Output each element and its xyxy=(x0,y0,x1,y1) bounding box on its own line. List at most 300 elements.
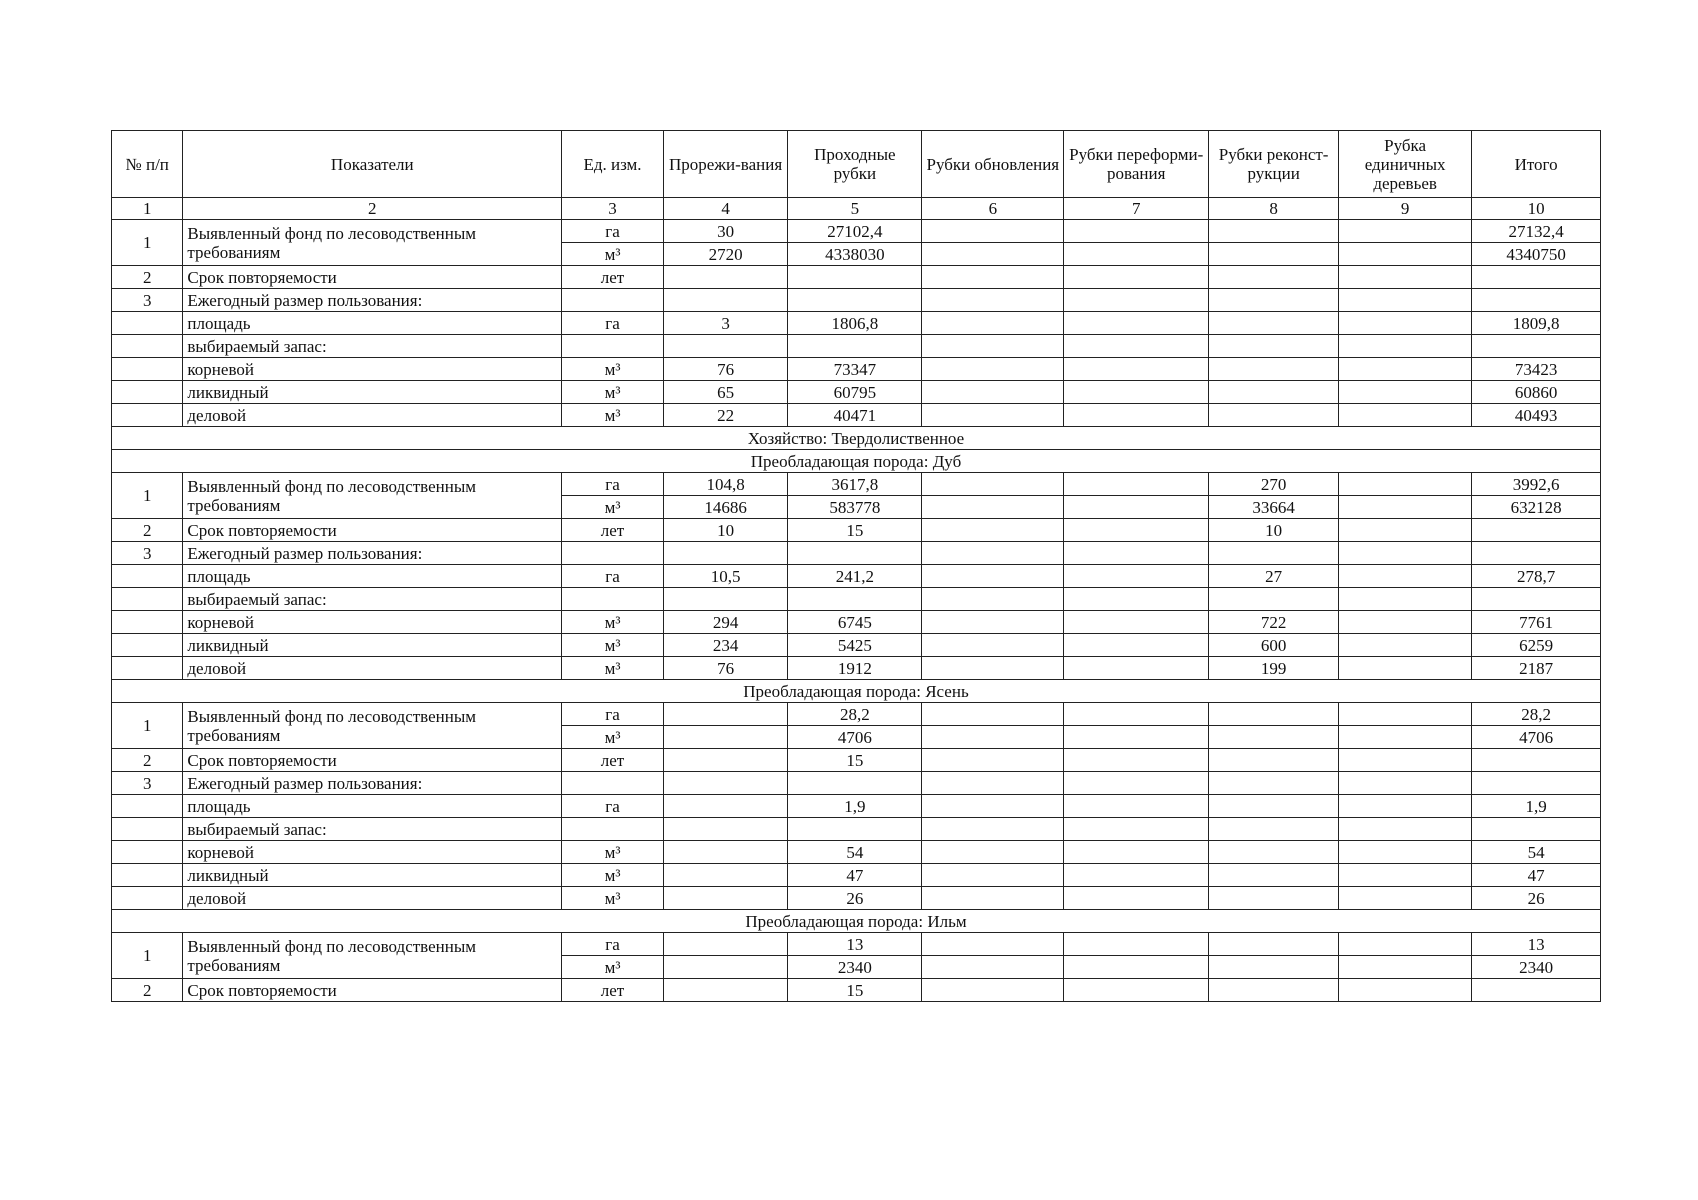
passage-cuttings-cell: 60795 xyxy=(788,381,922,404)
indicator-label-cell: Ежегодный размер пользования: xyxy=(183,772,562,795)
thinning-cell: 30 xyxy=(663,220,787,243)
single-tree-cutting-cell xyxy=(1339,220,1472,243)
passage-cuttings-cell: 1912 xyxy=(788,657,922,680)
table-row xyxy=(112,634,1601,657)
passage-cuttings-cell xyxy=(788,772,922,795)
unit-cell: м³ xyxy=(562,956,664,979)
thinning-cell: 104,8 xyxy=(663,473,787,496)
passage-cuttings-cell: 40471 xyxy=(788,404,922,427)
single-tree-cutting-cell xyxy=(1339,358,1472,381)
reconstruction-cuttings-cell xyxy=(1209,588,1339,611)
reformation-cuttings-cell xyxy=(1064,611,1209,634)
passage-cuttings-cell: 28,2 xyxy=(788,703,922,726)
column-number: 5 xyxy=(788,198,922,220)
unit-cell: м³ xyxy=(562,381,664,404)
total-cell: 73423 xyxy=(1472,358,1601,381)
row-number-cell xyxy=(112,864,183,887)
reconstruction-cuttings-cell xyxy=(1209,979,1339,1002)
row-number-cell: 3 xyxy=(112,289,183,312)
thinning-cell xyxy=(663,864,787,887)
column-number: 3 xyxy=(562,198,664,220)
renewal-cuttings-cell xyxy=(922,772,1064,795)
indicator-label-cell: корневой xyxy=(183,358,562,381)
table-row xyxy=(112,841,1601,864)
passage-cuttings-cell: 13 xyxy=(788,933,922,956)
indicator-label-cell: корневой xyxy=(183,841,562,864)
thinning-cell xyxy=(663,335,787,358)
total-cell xyxy=(1472,979,1601,1002)
header-cell-total: Итого xyxy=(1472,131,1601,198)
renewal-cuttings-cell xyxy=(922,243,1064,266)
reformation-cuttings-cell xyxy=(1064,634,1209,657)
table-row xyxy=(112,266,1601,289)
reformation-cuttings-cell xyxy=(1064,726,1209,749)
thinning-cell: 234 xyxy=(663,634,787,657)
thinning-cell xyxy=(663,726,787,749)
table-body xyxy=(112,220,1601,1002)
section-title: Хозяйство: Твердолиственное xyxy=(112,427,1601,450)
reconstruction-cuttings-cell: 600 xyxy=(1209,634,1339,657)
indicator-label-cell: Выявленный фонд по лесоводственным требованиям xyxy=(183,220,562,266)
single-tree-cutting-cell xyxy=(1339,703,1472,726)
single-tree-cutting-cell xyxy=(1339,933,1472,956)
header-cell-num: № п/п xyxy=(112,131,183,198)
table-row xyxy=(112,703,1601,726)
row-number-cell xyxy=(112,818,183,841)
unit-cell xyxy=(562,818,664,841)
renewal-cuttings-cell xyxy=(922,381,1064,404)
passage-cuttings-cell: 73347 xyxy=(788,358,922,381)
row-number-cell: 2 xyxy=(112,266,183,289)
reformation-cuttings-cell xyxy=(1064,358,1209,381)
single-tree-cutting-cell xyxy=(1339,381,1472,404)
column-number: 2 xyxy=(183,198,562,220)
table-row xyxy=(112,473,1601,496)
passage-cuttings-cell xyxy=(788,335,922,358)
header-cell-thinning: Прорежи-вания xyxy=(663,131,787,198)
reconstruction-cuttings-cell: 199 xyxy=(1209,657,1339,680)
reconstruction-cuttings-cell xyxy=(1209,749,1339,772)
table-row xyxy=(112,795,1601,818)
unit-cell: га xyxy=(562,795,664,818)
passage-cuttings-cell: 1,9 xyxy=(788,795,922,818)
unit-cell: лет xyxy=(562,979,664,1002)
thinning-cell: 14686 xyxy=(663,496,787,519)
reformation-cuttings-cell xyxy=(1064,657,1209,680)
table-row xyxy=(112,611,1601,634)
indicator-label-cell: Срок повторяемости xyxy=(183,979,562,1002)
passage-cuttings-cell xyxy=(788,588,922,611)
single-tree-cutting-cell xyxy=(1339,749,1472,772)
unit-cell: м³ xyxy=(562,657,664,680)
unit-cell: м³ xyxy=(562,726,664,749)
reformation-cuttings-cell xyxy=(1064,519,1209,542)
thinning-cell xyxy=(663,266,787,289)
single-tree-cutting-cell xyxy=(1339,611,1472,634)
renewal-cuttings-cell xyxy=(922,864,1064,887)
row-number-cell xyxy=(112,312,183,335)
total-cell: 2340 xyxy=(1472,956,1601,979)
renewal-cuttings-cell xyxy=(922,358,1064,381)
indicator-label-cell: выбираемый запас: xyxy=(183,818,562,841)
reconstruction-cuttings-cell xyxy=(1209,795,1339,818)
table-row xyxy=(112,979,1601,1002)
reconstruction-cuttings-cell xyxy=(1209,841,1339,864)
thinning-cell: 76 xyxy=(663,657,787,680)
single-tree-cutting-cell xyxy=(1339,795,1472,818)
single-tree-cutting-cell xyxy=(1339,979,1472,1002)
row-number-cell: 1 xyxy=(112,933,183,979)
total-cell xyxy=(1472,542,1601,565)
indicator-label-cell: ликвидный xyxy=(183,634,562,657)
total-cell: 13 xyxy=(1472,933,1601,956)
single-tree-cutting-cell xyxy=(1339,473,1472,496)
reformation-cuttings-cell xyxy=(1064,381,1209,404)
column-number: 6 xyxy=(922,198,1064,220)
thinning-cell: 294 xyxy=(663,611,787,634)
renewal-cuttings-cell xyxy=(922,220,1064,243)
row-number-cell xyxy=(112,841,183,864)
section-title-row xyxy=(112,450,1601,473)
passage-cuttings-cell: 5425 xyxy=(788,634,922,657)
row-number-cell xyxy=(112,611,183,634)
column-number: 1 xyxy=(112,198,183,220)
header-cell-renewal-cuttings: Рубки обновления xyxy=(922,131,1064,198)
section-title-row xyxy=(112,427,1601,450)
header-cell-reformation-cuttings: Рубки переформи-рования xyxy=(1064,131,1209,198)
thinning-cell: 65 xyxy=(663,381,787,404)
passage-cuttings-cell: 26 xyxy=(788,887,922,910)
unit-cell xyxy=(562,772,664,795)
table-row xyxy=(112,772,1601,795)
passage-cuttings-cell: 4338030 xyxy=(788,243,922,266)
table-row xyxy=(112,542,1601,565)
indicator-label-cell: Ежегодный размер пользования: xyxy=(183,542,562,565)
table-row xyxy=(112,933,1601,956)
unit-cell: га xyxy=(562,473,664,496)
renewal-cuttings-cell xyxy=(922,312,1064,335)
thinning-cell xyxy=(663,795,787,818)
renewal-cuttings-cell xyxy=(922,473,1064,496)
indicator-label-cell: корневой xyxy=(183,611,562,634)
total-cell: 4340750 xyxy=(1472,243,1601,266)
section-title: Преобладающая порода: Ясень xyxy=(112,680,1601,703)
reformation-cuttings-cell xyxy=(1064,933,1209,956)
row-number-cell xyxy=(112,404,183,427)
reconstruction-cuttings-cell xyxy=(1209,266,1339,289)
passage-cuttings-cell: 6745 xyxy=(788,611,922,634)
renewal-cuttings-cell xyxy=(922,565,1064,588)
passage-cuttings-cell: 4706 xyxy=(788,726,922,749)
reformation-cuttings-cell xyxy=(1064,864,1209,887)
reformation-cuttings-cell xyxy=(1064,795,1209,818)
reformation-cuttings-cell xyxy=(1064,312,1209,335)
single-tree-cutting-cell xyxy=(1339,312,1472,335)
reconstruction-cuttings-cell xyxy=(1209,312,1339,335)
reformation-cuttings-cell xyxy=(1064,404,1209,427)
table-row xyxy=(112,887,1601,910)
indicator-label-cell: ликвидный xyxy=(183,864,562,887)
passage-cuttings-cell: 54 xyxy=(788,841,922,864)
unit-cell: м³ xyxy=(562,887,664,910)
single-tree-cutting-cell xyxy=(1339,864,1472,887)
section-title-row xyxy=(112,680,1601,703)
column-number-row xyxy=(112,198,1601,220)
passage-cuttings-cell: 1806,8 xyxy=(788,312,922,335)
passage-cuttings-cell: 15 xyxy=(788,979,922,1002)
thinning-cell xyxy=(663,956,787,979)
unit-cell xyxy=(562,335,664,358)
passage-cuttings-cell: 47 xyxy=(788,864,922,887)
column-number: 7 xyxy=(1064,198,1209,220)
single-tree-cutting-cell xyxy=(1339,956,1472,979)
unit-cell: га xyxy=(562,933,664,956)
single-tree-cutting-cell xyxy=(1339,634,1472,657)
indicator-label-cell: Выявленный фонд по лесоводственным требованиям xyxy=(183,473,562,519)
passage-cuttings-cell xyxy=(788,818,922,841)
unit-cell: лет xyxy=(562,266,664,289)
forestry-indicators-table xyxy=(111,130,1601,1002)
table-row xyxy=(112,358,1601,381)
row-number-cell: 1 xyxy=(112,220,183,266)
total-cell: 1,9 xyxy=(1472,795,1601,818)
header-cell-unit: Ед. изм. xyxy=(562,131,664,198)
unit-cell: га xyxy=(562,220,664,243)
total-cell: 47 xyxy=(1472,864,1601,887)
reformation-cuttings-cell xyxy=(1064,266,1209,289)
row-number-cell xyxy=(112,381,183,404)
unit-cell: м³ xyxy=(562,404,664,427)
section-title: Преобладающая порода: Ильм xyxy=(112,910,1601,933)
row-number-cell: 1 xyxy=(112,703,183,749)
total-cell: 6259 xyxy=(1472,634,1601,657)
row-number-cell xyxy=(112,657,183,680)
thinning-cell xyxy=(663,772,787,795)
renewal-cuttings-cell xyxy=(922,933,1064,956)
single-tree-cutting-cell xyxy=(1339,404,1472,427)
row-number-cell: 2 xyxy=(112,519,183,542)
table-row xyxy=(112,818,1601,841)
row-number-cell xyxy=(112,588,183,611)
thinning-cell: 10 xyxy=(663,519,787,542)
thinning-cell: 2720 xyxy=(663,243,787,266)
row-number-cell xyxy=(112,887,183,910)
thinning-cell xyxy=(663,749,787,772)
reconstruction-cuttings-cell: 10 xyxy=(1209,519,1339,542)
reconstruction-cuttings-cell xyxy=(1209,703,1339,726)
total-cell: 27132,4 xyxy=(1472,220,1601,243)
unit-cell: га xyxy=(562,565,664,588)
single-tree-cutting-cell xyxy=(1339,266,1472,289)
header-row xyxy=(112,131,1601,198)
reformation-cuttings-cell xyxy=(1064,220,1209,243)
reformation-cuttings-cell xyxy=(1064,542,1209,565)
reconstruction-cuttings-cell xyxy=(1209,404,1339,427)
passage-cuttings-cell xyxy=(788,542,922,565)
single-tree-cutting-cell xyxy=(1339,565,1472,588)
renewal-cuttings-cell xyxy=(922,841,1064,864)
single-tree-cutting-cell xyxy=(1339,818,1472,841)
renewal-cuttings-cell xyxy=(922,266,1064,289)
total-cell: 60860 xyxy=(1472,381,1601,404)
section-title: Преобладающая порода: Дуб xyxy=(112,450,1601,473)
total-cell xyxy=(1472,588,1601,611)
single-tree-cutting-cell xyxy=(1339,841,1472,864)
header-cell-indicators: Показатели xyxy=(183,131,562,198)
reformation-cuttings-cell xyxy=(1064,496,1209,519)
passage-cuttings-cell xyxy=(788,266,922,289)
reconstruction-cuttings-cell xyxy=(1209,358,1339,381)
reformation-cuttings-cell xyxy=(1064,565,1209,588)
passage-cuttings-cell: 15 xyxy=(788,519,922,542)
reformation-cuttings-cell xyxy=(1064,772,1209,795)
reconstruction-cuttings-cell: 270 xyxy=(1209,473,1339,496)
table-row xyxy=(112,289,1601,312)
reconstruction-cuttings-cell xyxy=(1209,381,1339,404)
unit-cell: м³ xyxy=(562,864,664,887)
renewal-cuttings-cell xyxy=(922,795,1064,818)
table-row xyxy=(112,657,1601,680)
thinning-cell: 22 xyxy=(663,404,787,427)
reformation-cuttings-cell xyxy=(1064,749,1209,772)
unit-cell: га xyxy=(562,312,664,335)
indicator-label-cell: Срок повторяемости xyxy=(183,749,562,772)
thinning-cell: 76 xyxy=(663,358,787,381)
reconstruction-cuttings-cell: 27 xyxy=(1209,565,1339,588)
unit-cell: м³ xyxy=(562,611,664,634)
header-cell-passage-cuttings: Проходные рубки xyxy=(788,131,922,198)
indicator-label-cell: выбираемый запас: xyxy=(183,588,562,611)
renewal-cuttings-cell xyxy=(922,611,1064,634)
unit-cell: лет xyxy=(562,749,664,772)
renewal-cuttings-cell xyxy=(922,496,1064,519)
reconstruction-cuttings-cell xyxy=(1209,772,1339,795)
renewal-cuttings-cell xyxy=(922,749,1064,772)
renewal-cuttings-cell xyxy=(922,542,1064,565)
total-cell: 4706 xyxy=(1472,726,1601,749)
renewal-cuttings-cell xyxy=(922,519,1064,542)
unit-cell: м³ xyxy=(562,496,664,519)
reformation-cuttings-cell xyxy=(1064,289,1209,312)
unit-cell: м³ xyxy=(562,841,664,864)
reformation-cuttings-cell xyxy=(1064,887,1209,910)
thinning-cell: 3 xyxy=(663,312,787,335)
single-tree-cutting-cell xyxy=(1339,726,1472,749)
renewal-cuttings-cell xyxy=(922,657,1064,680)
unit-cell: м³ xyxy=(562,634,664,657)
renewal-cuttings-cell xyxy=(922,289,1064,312)
forestry-table-sheet xyxy=(111,130,1601,1002)
indicator-label-cell: деловой xyxy=(183,657,562,680)
indicator-label-cell: Срок повторяемости xyxy=(183,266,562,289)
passage-cuttings-cell: 583778 xyxy=(788,496,922,519)
indicator-label-cell: Выявленный фонд по лесоводственным требованиям xyxy=(183,703,562,749)
table-row xyxy=(112,381,1601,404)
row-number-cell: 3 xyxy=(112,772,183,795)
total-cell: 26 xyxy=(1472,887,1601,910)
unit-cell: м³ xyxy=(562,358,664,381)
thinning-cell xyxy=(663,887,787,910)
reformation-cuttings-cell xyxy=(1064,979,1209,1002)
reconstruction-cuttings-cell xyxy=(1209,243,1339,266)
renewal-cuttings-cell xyxy=(922,887,1064,910)
indicator-label-cell: площадь xyxy=(183,312,562,335)
single-tree-cutting-cell xyxy=(1339,657,1472,680)
row-number-cell: 3 xyxy=(112,542,183,565)
table-row xyxy=(112,220,1601,243)
table-row xyxy=(112,565,1601,588)
thinning-cell xyxy=(663,933,787,956)
table-row xyxy=(112,864,1601,887)
row-number-cell: 2 xyxy=(112,979,183,1002)
reconstruction-cuttings-cell xyxy=(1209,864,1339,887)
passage-cuttings-cell: 27102,4 xyxy=(788,220,922,243)
passage-cuttings-cell: 2340 xyxy=(788,956,922,979)
indicator-label-cell: выбираемый запас: xyxy=(183,335,562,358)
thinning-cell xyxy=(663,588,787,611)
reconstruction-cuttings-cell xyxy=(1209,933,1339,956)
total-cell: 3992,6 xyxy=(1472,473,1601,496)
thinning-cell xyxy=(663,979,787,1002)
renewal-cuttings-cell xyxy=(922,956,1064,979)
row-number-cell: 2 xyxy=(112,749,183,772)
indicator-label-cell: деловой xyxy=(183,404,562,427)
total-cell: 28,2 xyxy=(1472,703,1601,726)
reformation-cuttings-cell xyxy=(1064,243,1209,266)
single-tree-cutting-cell xyxy=(1339,496,1472,519)
reconstruction-cuttings-cell xyxy=(1209,220,1339,243)
reformation-cuttings-cell xyxy=(1064,818,1209,841)
indicator-label-cell: Ежегодный размер пользования: xyxy=(183,289,562,312)
total-cell xyxy=(1472,818,1601,841)
unit-cell xyxy=(562,289,664,312)
renewal-cuttings-cell xyxy=(922,588,1064,611)
reformation-cuttings-cell xyxy=(1064,956,1209,979)
table-row xyxy=(112,749,1601,772)
table-row xyxy=(112,519,1601,542)
reformation-cuttings-cell xyxy=(1064,335,1209,358)
unit-cell xyxy=(562,542,664,565)
renewal-cuttings-cell xyxy=(922,726,1064,749)
reconstruction-cuttings-cell: 33664 xyxy=(1209,496,1339,519)
row-number-cell xyxy=(112,634,183,657)
single-tree-cutting-cell xyxy=(1339,519,1472,542)
reconstruction-cuttings-cell xyxy=(1209,887,1339,910)
reconstruction-cuttings-cell xyxy=(1209,956,1339,979)
thinning-cell xyxy=(663,818,787,841)
passage-cuttings-cell: 15 xyxy=(788,749,922,772)
total-cell: 632128 xyxy=(1472,496,1601,519)
reconstruction-cuttings-cell xyxy=(1209,542,1339,565)
table-row xyxy=(112,335,1601,358)
header-cell-reconstruction-cuttings: Рубки реконст-рукции xyxy=(1209,131,1339,198)
thinning-cell xyxy=(663,703,787,726)
indicator-label-cell: Срок повторяемости xyxy=(183,519,562,542)
total-cell: 278,7 xyxy=(1472,565,1601,588)
total-cell xyxy=(1472,519,1601,542)
thinning-cell xyxy=(663,289,787,312)
total-cell: 2187 xyxy=(1472,657,1601,680)
single-tree-cutting-cell xyxy=(1339,542,1472,565)
renewal-cuttings-cell xyxy=(922,335,1064,358)
reconstruction-cuttings-cell: 722 xyxy=(1209,611,1339,634)
header-cell-single-tree-cutting: Рубка единичных деревьев xyxy=(1339,131,1472,198)
total-cell xyxy=(1472,289,1601,312)
single-tree-cutting-cell xyxy=(1339,772,1472,795)
section-title-row xyxy=(112,910,1601,933)
thinning-cell xyxy=(663,841,787,864)
column-number: 9 xyxy=(1339,198,1472,220)
